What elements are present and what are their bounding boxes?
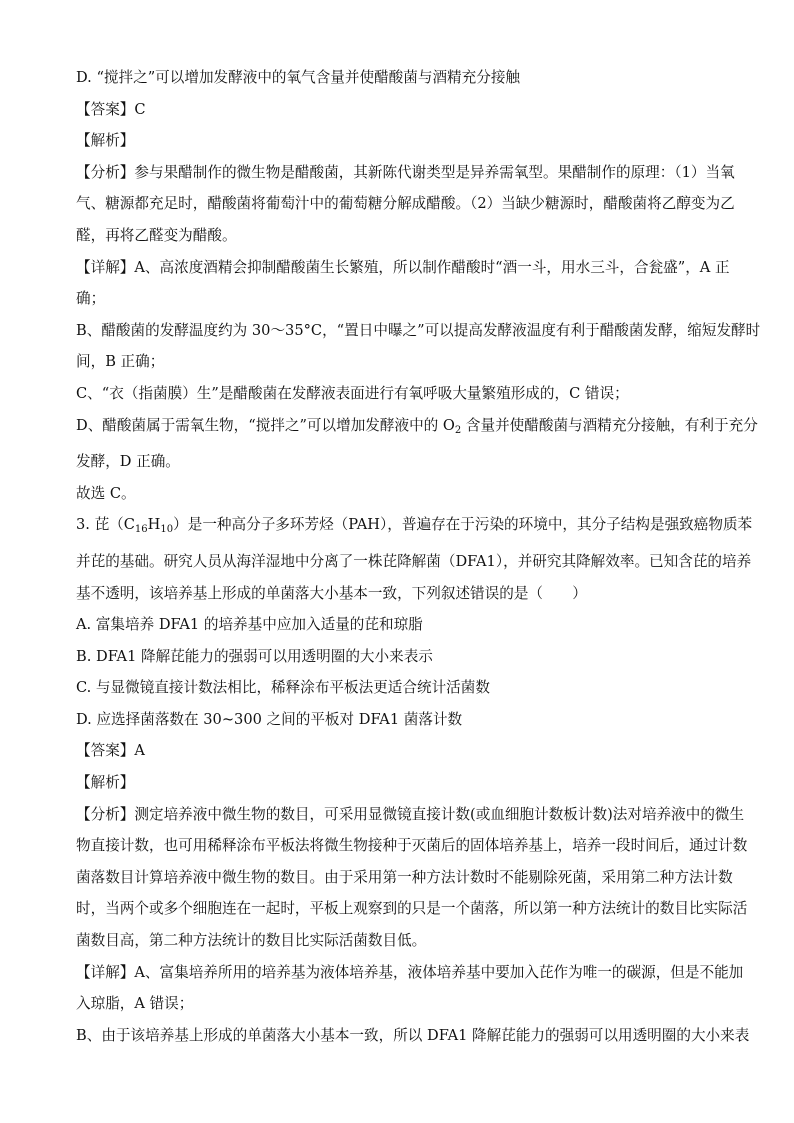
q3-answer: 【答案】A [76,742,145,760]
q3-analysis-line-4: 时，当两个或多个细胞连在一起时，平板上观察到的只是一个菌落，所以第一种方法统计的数目比实际活 [76,900,748,918]
q2-detail-d-post: 含量并使醋酸菌与酒精充分接触，有利于充分 [461,416,758,434]
h-subscript: 10 [160,524,174,536]
q3-stem-line-3: 基不透明，该培养基上形成的单菌落大小基本一致，下列叙述错误的是（ ） [76,584,587,602]
q2-detail-a-line-1: 【详解】A、高浓度酒精会抑制醋酸菌生长繁殖，所以制作醋酸时“酒一斗，用水三斗，合瓮盛”，A 正 [76,258,730,276]
q3-stem-line-1 [76,509,753,546]
q2-detail-a-line-2: 确； [76,290,106,308]
q2-analysis-line-3: 醛，再将乙醛变为醋酸。 [76,226,237,244]
q2-detail-d-pre: D、醋酸菌属于需氧生物，“搅拌之”可以增加发酵液中的 O [76,416,455,434]
q3-stem-pre: 3. 芘（C [76,516,135,534]
q3-option-a: A. 富集培养 DFA1 的培养基中应加入适量的芘和琼脂 [76,616,423,634]
q2-answer: 【答案】C [76,100,146,118]
q2-detail-d-line-2: 发酵，D 正确。 [76,453,180,471]
q3-stem-mid: H [147,516,161,534]
q2-choose: 故选 C。 [76,484,136,502]
q3-detail-a-line-2: 入琼脂，A 错误； [76,995,194,1013]
q3-analysis-line-5: 菌数目高，第二种方法统计的数目比实际活菌数目低。 [76,932,427,950]
q3-detail-a-line-1: 【详解】A、富集培养所用的培养基为液体培养基，液体培养基中要加入芘作为唯一的碳源，但是不能加 [76,963,744,981]
q3-detail-b-line-1: B、由于该培养基上形成的单菌落大小基本一致，所以 DFA1 降解芘能力的强弱可以用透明圈的大小来表 [76,1026,750,1044]
o2-subscript: 2 [454,424,462,436]
q2-detail-c: C、“衣（指菌膜）生”是醋酸菌在发酵液表面进行有氧呼吸大量繁殖形成的，C 错误； [76,384,629,402]
q2-detail-b-line-2: 间，B 正确； [76,353,165,371]
q2-analysis-line-2: 气、糖源都充足时，醋酸菌将葡萄汁中的葡萄糖分解成醋酸。（2）当缺少糖源时，醋酸菌将乙醇变为乙 [76,195,735,213]
q3-option-c: C. 与显微镜直接计数法相比，稀释涂布平板法更适合统计活菌数 [76,679,490,697]
q3-analysis-line-1: 【分析】测定培养液中微生物的数目，可采用显微镜直接计数(或血细胞计数板计数)法对培养液中的微生 [76,805,745,823]
q3-stem-post: ）是一种高分子多环芳烃（PAH），普遍存在于污染的环境中，其分子结构是强致癌物质苯 [173,516,753,534]
q3-analysis-line-2: 物直接计数，也可用稀释涂布平板法将微生物接种于灭菌后的固体培养基上，培养一段时间后，通过计数 [76,837,748,855]
q3-jiexi-heading: 【解析】 [76,774,135,792]
q3-stem-line-2: 并芘的基础。研究人员从海洋湿地中分离了一株芘降解菌（DFA1），并研究其降解效率。已知含芘的培养 [76,552,752,570]
q2-option-d: D. “搅拌之”可以增加发酵液中的氧气含量并使醋酸菌与酒精充分接触 [76,69,521,86]
q2-jiexi-heading: 【解析】 [76,132,135,150]
c-subscript: 16 [134,524,148,536]
q3-analysis-line-3: 菌落数目计算培养液中微生物的数目。由于采用第一种方法计数时不能剔除死菌，采用第二种方法计数 [76,868,733,886]
q2-detail-d-line-1 [76,410,758,447]
q2-analysis-line-1: 【分析】参与果醋制作的微生物是醋酸菌，其新陈代谢类型是异养需氧型。果醋制作的原理：（1）当氧 [76,163,735,181]
q3-option-b: B. DFA1 降解芘能力的强弱可以用透明圈的大小来表示 [76,647,433,665]
q2-detail-b-line-1: B、醋酸菌的发酵温度约为 30～35°C，“置日中曝之”可以提高发酵液温度有利于醋酸菌发酵，缩短发酵时 [76,321,761,339]
q3-option-d: D. 应选择菌落数在 30~300 之间的平板对 DFA1 菌落计数 [76,710,463,728]
